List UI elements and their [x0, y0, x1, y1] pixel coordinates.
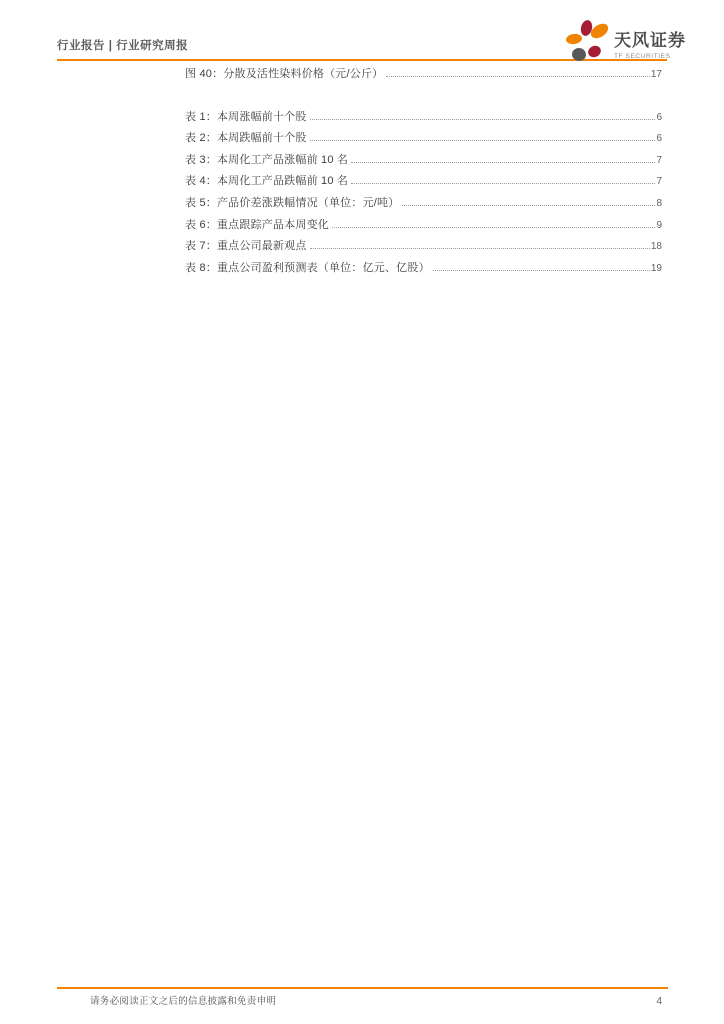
- toc-entry-page-number: 8: [656, 197, 662, 209]
- dotted-leader: [351, 162, 655, 163]
- toc-entry-page-number: 7: [656, 176, 662, 188]
- toc-entry-label: 表 8：重点公司盈利预测表（单位：亿元、亿股）: [185, 261, 430, 274]
- toc-entry-label: 表 1：本周涨幅前十个股: [185, 110, 307, 123]
- toc-entry[interactable]: [185, 258, 662, 280]
- footer-page-number: 4: [656, 996, 662, 1007]
- dotted-leader: [433, 270, 650, 271]
- footer-disclaimer: 请务必阅读正文之后的信息披露和免责申明: [90, 996, 277, 1007]
- toc-entry-page-number: 17: [650, 69, 662, 80]
- company-name: 天风证券: [614, 31, 686, 50]
- toc-entry[interactable]: [185, 193, 662, 215]
- toc-table-list: [185, 107, 662, 280]
- dotted-leader: [310, 119, 656, 120]
- toc-entry[interactable]: [185, 171, 662, 193]
- flower-petal-left: [565, 33, 582, 45]
- dotted-leader: [402, 205, 655, 206]
- dotted-leader: [310, 248, 650, 249]
- flower-petal-bottom: [586, 44, 602, 59]
- toc-entry[interactable]: [185, 107, 662, 129]
- toc-entry[interactable]: [185, 64, 662, 86]
- report-type-label: 行业报告 | 行业研究周报: [57, 40, 189, 52]
- dotted-leader: [310, 140, 656, 141]
- toc-entry-page-number: 18: [650, 241, 662, 253]
- table-of-contents: [185, 64, 662, 279]
- toc-figure-list: [185, 64, 662, 86]
- toc-entry-page-number: 6: [656, 133, 662, 145]
- toc-entry-page-number: 19: [650, 262, 662, 274]
- dotted-leader: [386, 76, 650, 77]
- toc-entry-label: 表 7：重点公司最新观点: [185, 240, 307, 253]
- toc-entry[interactable]: [185, 215, 662, 237]
- dotted-leader: [351, 183, 655, 184]
- toc-entry-label: 表 4：本周化工产品跌幅前 10 名: [185, 175, 349, 188]
- toc-entry[interactable]: [185, 128, 662, 150]
- toc-entry-label: 表 6：重点跟踪产品本周变化: [185, 218, 329, 231]
- toc-entry-page-number: 6: [656, 111, 662, 123]
- toc-entry-label: 表 5：产品价差涨跌幅情况（单位：元/吨）: [185, 196, 400, 209]
- toc-entry[interactable]: [185, 236, 662, 258]
- toc-entry-label: 表 3：本周化工产品涨幅前 10 名: [185, 153, 349, 166]
- flower-logo-icon: [563, 15, 610, 61]
- tf-securities-logo: [563, 15, 686, 61]
- company-name-en: TF SECURITIES: [614, 53, 671, 60]
- toc-entry-page-number: 9: [656, 219, 662, 231]
- flower-petal-gray: [571, 47, 587, 62]
- dotted-leader: [332, 227, 655, 228]
- logo-text: [614, 26, 686, 60]
- footer-divider: [57, 987, 668, 989]
- toc-entry-label: 表 2：本周跌幅前十个股: [185, 132, 307, 145]
- footer: [90, 993, 662, 1007]
- toc-entry-page-number: 7: [656, 154, 662, 166]
- toc-entry-label: 图 40：分散及活性染料价格（元/公斤）: [185, 68, 384, 80]
- toc-entry[interactable]: [185, 150, 662, 172]
